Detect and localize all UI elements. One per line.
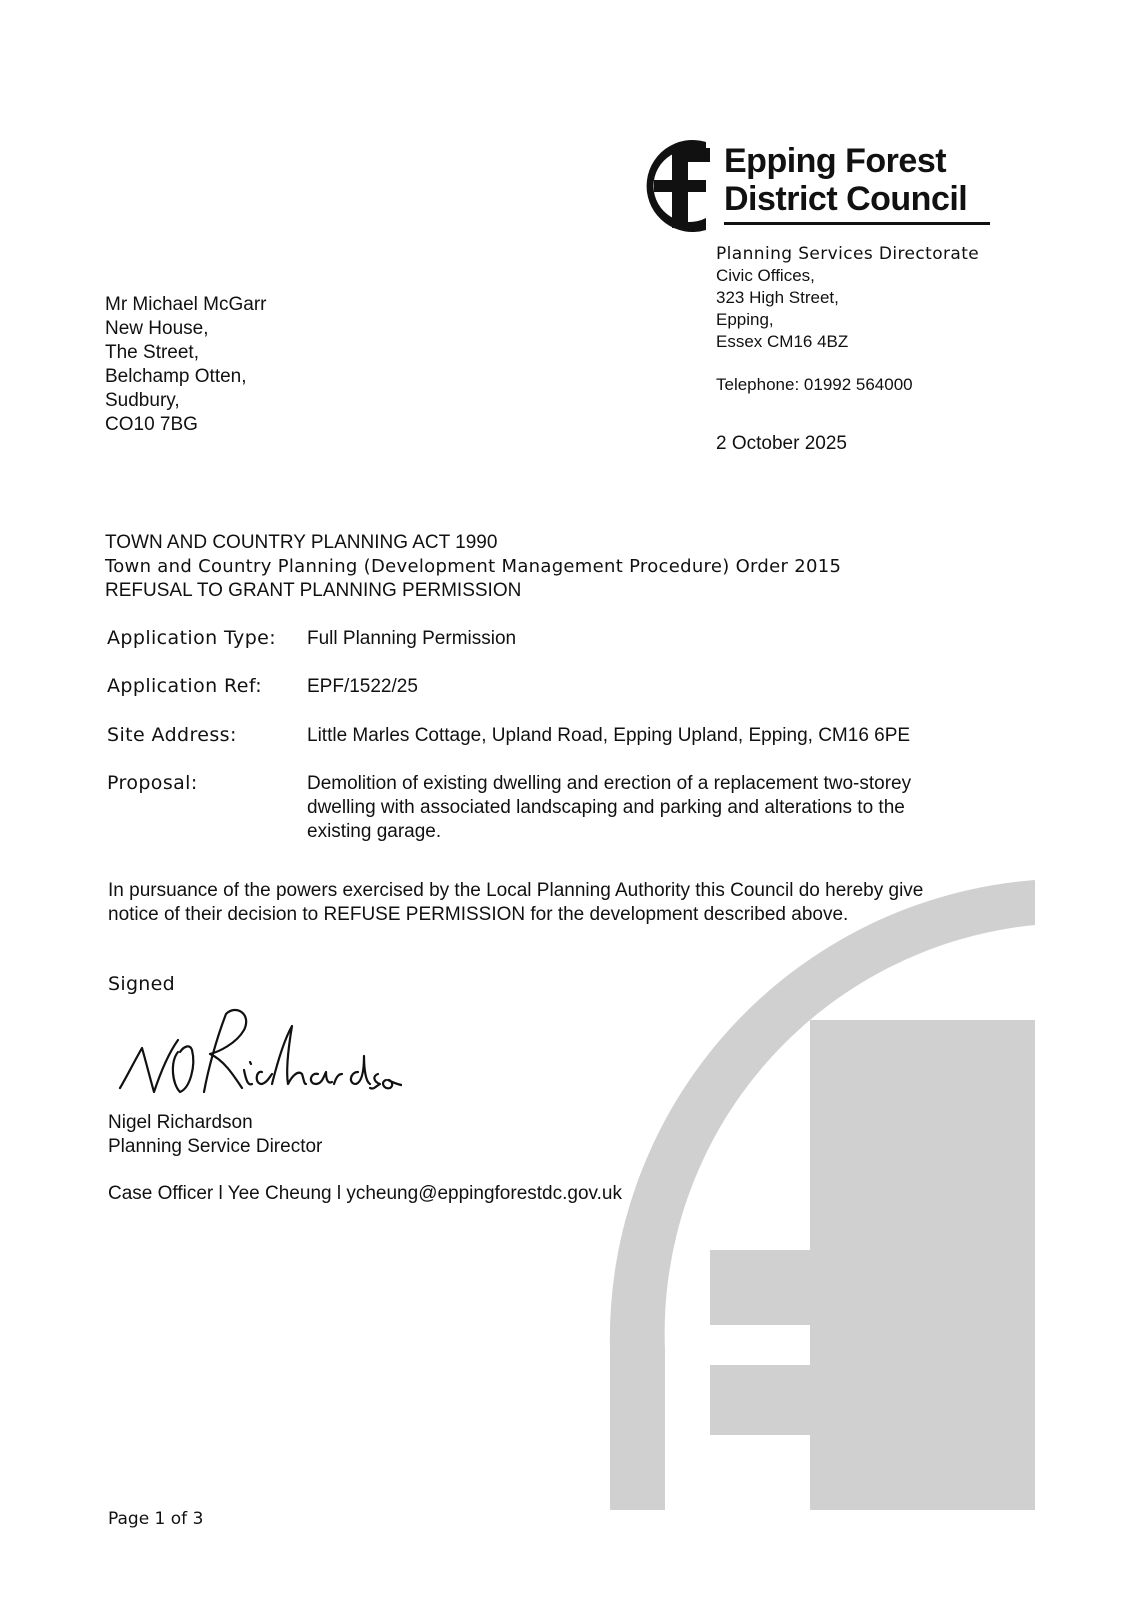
- application-type-value: Full Planning Permission: [307, 628, 517, 649]
- proposal-line: Demolition of existing dwelling and erection of a replacement two-storey: [307, 773, 912, 794]
- case-officer-contact: Case Officer l Yee Cheung l ycheung@eppingforestdc.gov.uk: [108, 1183, 622, 1204]
- recipient-line: Sudbury,: [105, 390, 180, 411]
- signatory-name: Nigel Richardson: [108, 1112, 253, 1133]
- sender-address: [716, 243, 979, 353]
- letter-headings: [105, 531, 841, 603]
- letter-date: 2 October 2025: [716, 433, 847, 454]
- sender-telephone: Telephone: 01992 564000: [716, 375, 913, 394]
- decision-paragraph: [108, 879, 1038, 927]
- decision-line: In pursuance of the powers exercised by the Local Planning Authority this Council do hereby give: [108, 880, 924, 901]
- sender-address-line: Epping,: [716, 310, 774, 329]
- epping-forest-ef-logo-icon: [636, 138, 718, 234]
- proposal-line: dwelling with associated landscaping and parking and alterations to the: [307, 797, 905, 818]
- decision-line: notice of their decision to REFUSE PERMISSION for the development described above.: [108, 904, 849, 925]
- decision-title: REFUSAL TO GRANT PLANNING PERMISSION: [105, 580, 522, 601]
- site-address-label: Site Address:: [107, 724, 237, 746]
- recipient-line: The Street,: [105, 342, 199, 363]
- application-ref-value: EPF/1522/25: [307, 676, 418, 697]
- recipient-address: [105, 293, 267, 437]
- act-heading: TOWN AND COUNTRY PLANNING ACT 1990: [105, 532, 498, 553]
- recipient-line: CO10 7BG: [105, 414, 198, 435]
- application-ref-label: Application Ref:: [107, 675, 263, 697]
- application-type-label: Application Type:: [107, 627, 277, 649]
- page-number: Page 1 of 3: [108, 1509, 204, 1529]
- recipient-line: Belchamp Otten,: [105, 366, 247, 387]
- organisation-name-line-1: Epping Forest: [724, 142, 947, 180]
- signed-label: Signed: [108, 973, 175, 995]
- sender-address-line: Civic Offices,: [716, 266, 815, 285]
- sender-address-line: Essex CM16 4BZ: [716, 332, 849, 351]
- organisation-name-line-2: District Council: [724, 180, 968, 218]
- signatory-title: Planning Service Director: [108, 1136, 323, 1157]
- proposal-value: [307, 772, 911, 844]
- proposal-line: existing garage.: [307, 821, 442, 842]
- order-heading: Town and Country Planning (Development Management Procedure) Order 2015: [105, 556, 842, 577]
- recipient-line: Mr Michael McGarr: [105, 294, 267, 315]
- logo-underline: [724, 222, 990, 225]
- signatory-block: [108, 1111, 322, 1159]
- site-address-value: Little Marles Cottage, Upland Road, Epping Upland, Epping, CM16 6PE: [307, 725, 911, 746]
- proposal-label: Proposal:: [107, 772, 198, 794]
- sender-address-line: 323 High Street,: [716, 288, 839, 307]
- recipient-line: New House,: [105, 318, 209, 339]
- council-logo: [636, 138, 996, 238]
- sender-directorate: Planning Services Directorate: [716, 244, 980, 264]
- handwritten-signature-icon: [112, 1000, 402, 1110]
